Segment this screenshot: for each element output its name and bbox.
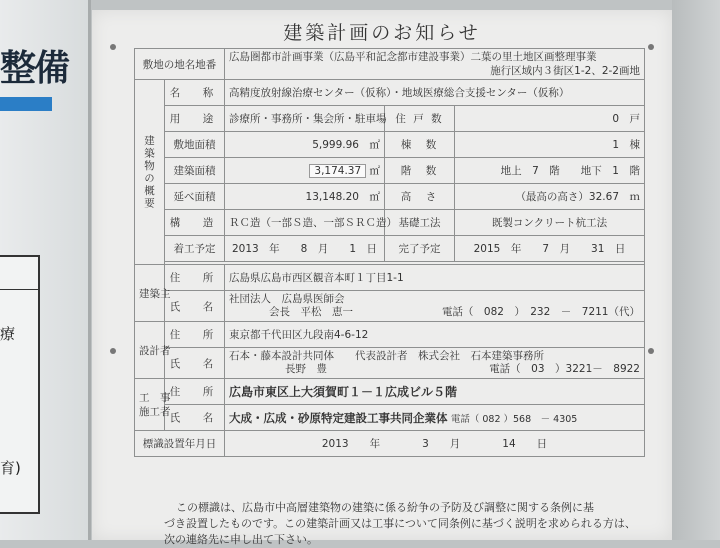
contractor-address-row xyxy=(135,379,645,405)
owner-name-line xyxy=(229,306,640,319)
designer-label: 設計者 xyxy=(135,322,165,379)
site-line-2: 施行区域内３街区1-2、2-2画地 xyxy=(490,65,640,77)
building-area-row xyxy=(135,158,645,184)
adjacent-sign-frame xyxy=(0,255,40,514)
contractor-name-row xyxy=(135,405,645,431)
screw-icon xyxy=(110,348,116,354)
overview-label: 建築物の概要 xyxy=(135,80,165,265)
designer-name-cell xyxy=(225,348,645,379)
contractor-address: 広島市東区上大須賀町１－１広成ビル５階 xyxy=(225,379,645,405)
contractor-label-1: 工 事 xyxy=(139,391,171,404)
floors-value: 地上 7 階 地下 1 階 xyxy=(455,158,645,184)
posted-label: 標識設置年月日 xyxy=(135,431,225,457)
site-label: 敷地の地名地番 xyxy=(135,49,225,80)
designer-name-2: 長野 豊 xyxy=(285,363,327,375)
designer-address-row xyxy=(135,322,645,348)
building-info-table xyxy=(134,48,645,457)
start-label: 着工予定 xyxy=(165,236,225,262)
floors-label: 階 数 xyxy=(385,158,455,184)
owner-name-row xyxy=(135,291,645,322)
adjacent-sign-title: 整備 xyxy=(0,48,69,89)
foundation-value: 既製コンクリート杭工法 xyxy=(455,210,645,236)
site-area-label: 敷地面積 xyxy=(165,132,225,158)
designer-address: 東京都千代田区九段南4-6-12 xyxy=(225,322,645,348)
designer-name-row xyxy=(135,348,645,379)
board-title: 建築計画のお知らせ xyxy=(283,22,481,44)
structure-label: 構 造 xyxy=(165,210,225,236)
adjacent-sign xyxy=(0,0,88,540)
posted-row xyxy=(135,431,645,457)
owner-tel: 電話（ 082 ） 232 － 7211（代） xyxy=(441,306,640,318)
floor-area-label: 延べ面積 xyxy=(165,184,225,210)
site-area-value: 5,999.96 ㎡ xyxy=(225,132,385,158)
building-area-unit: ㎡ xyxy=(369,165,380,177)
designer-name-1: 石本・藤本設計共同体 代表設計者 株式会社 石本建築事務所 xyxy=(229,350,544,362)
building-area-cell xyxy=(225,158,385,184)
building-count-label: 棟 数 xyxy=(385,132,455,158)
posted-value: 2013 年 3 月 14 日 xyxy=(225,431,645,457)
designer-address-label: 住 所 xyxy=(165,322,225,348)
start-value: 2013 年 8 月 1 日 xyxy=(225,236,385,262)
schedule-row xyxy=(135,236,645,262)
structure-row xyxy=(135,210,645,236)
floor-area-row xyxy=(135,184,645,210)
units-value: 0 戸 xyxy=(455,106,645,132)
site-row xyxy=(135,49,645,80)
structure-value: ＲＣ造（一部Ｓ造、一部ＳＲＣ造） xyxy=(225,210,385,236)
adjacent-sign-text-2: 育) xyxy=(0,459,21,477)
owner-name-cell xyxy=(225,291,645,322)
contractor-name: 大成・広成・砂原特定建設工事共同企業体 xyxy=(229,410,448,425)
contractor-tel: 電話（ 082 ）568 － 4305 xyxy=(450,413,578,425)
owner-address-row xyxy=(135,265,645,291)
screw-icon xyxy=(648,348,654,354)
owner-name-2: 会長 平松 恵一 xyxy=(269,306,353,318)
notice-board xyxy=(92,10,672,546)
name-label: 名 称 xyxy=(165,80,225,106)
site-area-row xyxy=(135,132,645,158)
use-value: 診療所・事務所・集会所・駐車場 xyxy=(225,106,385,132)
site-line-1: 広島圏都市計画事業（広島平和記念都市建設事業）二葉の里土地区画整理事業 xyxy=(229,51,597,63)
building-count-value: 1 棟 xyxy=(455,132,645,158)
designer-name-label: 氏 名 xyxy=(165,348,225,379)
use-row xyxy=(135,106,645,132)
owner-label: 建築主 xyxy=(135,265,165,322)
contractor-address-label: 住 所 xyxy=(165,379,225,405)
board-edge xyxy=(88,0,91,540)
designer-name-line xyxy=(229,363,640,376)
notice-line-3: 次の連絡先に申し出て下さい。 xyxy=(164,533,318,546)
contractor-name-cell xyxy=(225,405,645,431)
name-row xyxy=(135,80,645,106)
complete-label: 完了予定 xyxy=(385,236,455,262)
contractor-label-2: 施工者 xyxy=(139,405,171,418)
notice-line-2: づき設置したものです。この建築計画又は工事について同条例に基づく説明を求められる方は、 xyxy=(164,517,636,530)
wall-right xyxy=(672,0,720,540)
contractor-name-label: 氏 名 xyxy=(165,405,225,431)
building-area-value: 3,174.37 xyxy=(309,164,366,178)
name-value: 高精度放射線治療センター（仮称）・地域医療総合支援センター（仮称） xyxy=(225,80,645,106)
building-area-label: 建築面積 xyxy=(165,158,225,184)
floor-area-value: 13,148.20 ㎡ xyxy=(225,184,385,210)
height-label: 高 さ xyxy=(385,184,455,210)
notice-text xyxy=(132,500,652,548)
designer-tel: 電話（ 03 ）3221－ 8922 xyxy=(489,363,640,375)
adjacent-sign-text-1: 療 xyxy=(0,325,16,343)
contractor-label xyxy=(135,379,171,431)
owner-address: 広島県広島市西区観音本町１丁目1-1 xyxy=(225,265,645,291)
owner-name-1: 社団法人 広島県医師会 xyxy=(229,293,345,305)
units-label: 住 戸 数 xyxy=(385,106,455,132)
height-value: （最高の高さ）32.67 ｍ xyxy=(455,184,645,210)
adjacent-sign-blue-bar xyxy=(0,97,52,111)
foundation-label: 基礎工法 xyxy=(385,210,455,236)
owner-name-label: 氏 名 xyxy=(165,291,225,322)
use-label: 用 途 xyxy=(165,106,225,132)
site-value xyxy=(225,49,645,80)
complete-value: 2015 年 7 月 31 日 xyxy=(455,236,645,262)
adjacent-sign-rule xyxy=(0,289,38,290)
notice-line-1: この標識は、広島市中高層建築物の建築に係る紛争の予防及び調整に関する条例に基 xyxy=(176,501,594,514)
owner-address-label: 住 所 xyxy=(165,265,225,291)
